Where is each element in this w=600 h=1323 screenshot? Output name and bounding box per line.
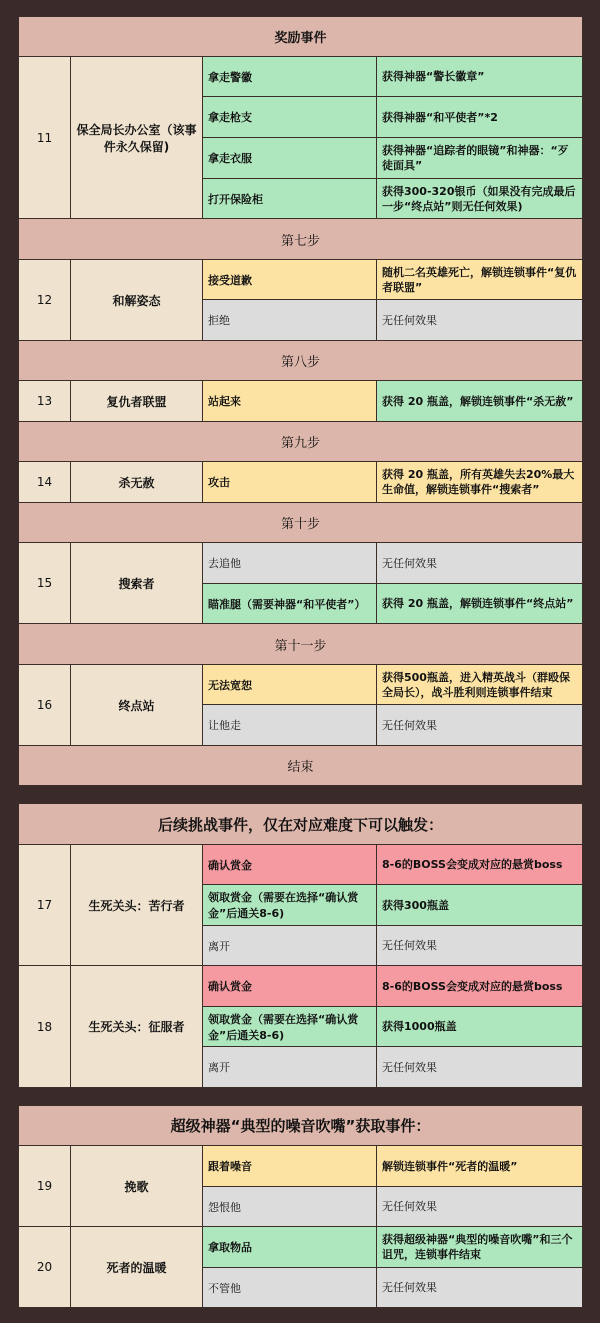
- super-artifact-panel: [18, 1105, 582, 1308]
- event-number: 14: [19, 462, 71, 503]
- result-text: 无任何效果: [377, 1187, 583, 1227]
- option-label: 让他走: [203, 705, 377, 746]
- event-number: 16: [19, 665, 71, 746]
- result-text: 无任何效果: [377, 543, 583, 584]
- result-text: 无任何效果: [377, 705, 583, 746]
- event-name: 终点站: [71, 665, 203, 746]
- reward-events-panel: [18, 16, 582, 786]
- option-label: 拒绝: [203, 300, 377, 341]
- table-row: [19, 1146, 583, 1187]
- super-artifact-table: [18, 1105, 583, 1308]
- option-label: 去追他: [203, 543, 377, 584]
- option-label: 拿走警徽: [203, 57, 377, 97]
- result-text: 获得神器“追踪者的眼镜”和神器：“歹徒面具”: [377, 138, 583, 179]
- option-label: 离开: [203, 1047, 377, 1088]
- event-name: 死者的温暖: [71, 1227, 203, 1308]
- section-title: 奖励事件: [19, 17, 583, 57]
- event-number: 20: [19, 1227, 71, 1308]
- event-number: 13: [19, 381, 71, 422]
- event-name: 和解姿态: [71, 260, 203, 341]
- event-name: 生死关头：苦行者: [71, 845, 203, 966]
- step-label: 第十步: [19, 503, 583, 543]
- table-row: [19, 260, 583, 300]
- option-label: 领取赏金（需要在选择“确认赏金”后通关8-6): [203, 885, 377, 926]
- event-number: 17: [19, 845, 71, 966]
- event-number: 18: [19, 966, 71, 1088]
- step-label: 第九步: [19, 422, 583, 462]
- option-label: 瞄准腿（需要神器“和平使者”）: [203, 584, 377, 624]
- result-text: 获得超级神器“典型的噪音吹嘴”和三个诅咒，连锁事件结束: [377, 1227, 583, 1268]
- result-text: 获得 20 瓶盖，解锁连锁事件“杀无赦”: [377, 381, 583, 422]
- table-row: [19, 381, 583, 422]
- table-row: [19, 1227, 583, 1268]
- result-text: 获得300瓶盖: [377, 885, 583, 926]
- step-label: 第七步: [19, 219, 583, 260]
- option-label: 跟着噪音: [203, 1146, 377, 1187]
- option-label: 确认赏金: [203, 845, 377, 885]
- result-text: 获得1000瓶盖: [377, 1007, 583, 1047]
- option-label: 领取赏金（需要在选择“确认赏金”后通关8-6): [203, 1007, 377, 1047]
- option-label: 打开保险柜: [203, 179, 377, 219]
- reward-events-table: [18, 16, 583, 786]
- option-label: 攻击: [203, 462, 377, 503]
- table-row: [19, 462, 583, 503]
- option-label: 离开: [203, 926, 377, 966]
- section-title: 超级神器“典型的噪音吹嘴”获取事件：: [19, 1106, 583, 1146]
- event-number: 19: [19, 1146, 71, 1227]
- event-name: 搜索者: [71, 543, 203, 624]
- result-text: 获得 20 瓶盖，解锁连锁事件“终点站”: [377, 584, 583, 624]
- event-name: 保全局长办公室（该事件永久保留): [71, 57, 203, 219]
- result-text: 解锁连锁事件“死者的温暖”: [377, 1146, 583, 1187]
- table-row: [19, 966, 583, 1007]
- option-label: 拿走枪支: [203, 97, 377, 138]
- option-label: 不管他: [203, 1268, 377, 1308]
- result-text: 无任何效果: [377, 300, 583, 341]
- event-number: 12: [19, 260, 71, 341]
- option-label: 拿取物品: [203, 1227, 377, 1268]
- table-row: [19, 845, 583, 885]
- result-text: 获得神器“警长徽章”: [377, 57, 583, 97]
- result-text: 无任何效果: [377, 1268, 583, 1308]
- result-text: 无任何效果: [377, 926, 583, 966]
- challenge-events-table: [18, 803, 583, 1088]
- table-row: [19, 543, 583, 584]
- event-name: 杀无赦: [71, 462, 203, 503]
- option-label: 无法宽恕: [203, 665, 377, 705]
- event-name: 生死关头：征服者: [71, 966, 203, 1088]
- event-number: 15: [19, 543, 71, 624]
- result-text: 获得 20 瓶盖，所有英雄失去20%最大生命值，解锁连锁事件“搜索者”: [377, 462, 583, 503]
- option-label: 怨恨他: [203, 1187, 377, 1227]
- result-text: 获得300-320银币（如果没有完成最后一步“终点站”则无任何效果): [377, 179, 583, 219]
- option-label: 拿走衣服: [203, 138, 377, 179]
- event-name: 挽歌: [71, 1146, 203, 1227]
- section-title: 后续挑战事件，仅在对应难度下可以触发：: [19, 804, 583, 845]
- result-text: 8-6的BOSS会变成对应的悬赏boss: [377, 966, 583, 1007]
- option-label: 接受道歉: [203, 260, 377, 300]
- option-label: 站起来: [203, 381, 377, 422]
- result-text: 8-6的BOSS会变成对应的悬赏boss: [377, 845, 583, 885]
- result-text: 随机二名英雄死亡，解锁连锁事件“复仇者联盟”: [377, 260, 583, 300]
- result-text: 获得500瓶盖，进入精英战斗（群殴保全局长），战斗胜利则连锁事件结束: [377, 665, 583, 705]
- result-text: 无任何效果: [377, 1047, 583, 1088]
- end-label: 结束: [19, 746, 583, 786]
- table-row: [19, 665, 583, 705]
- event-name: 复仇者联盟: [71, 381, 203, 422]
- step-label: 第十一步: [19, 624, 583, 665]
- event-number: 11: [19, 57, 71, 219]
- challenge-events-panel: [18, 803, 582, 1088]
- option-label: 确认赏金: [203, 966, 377, 1007]
- result-text: 获得神器“和平使者”*2: [377, 97, 583, 138]
- table-row: [19, 57, 583, 97]
- step-label: 第八步: [19, 341, 583, 381]
